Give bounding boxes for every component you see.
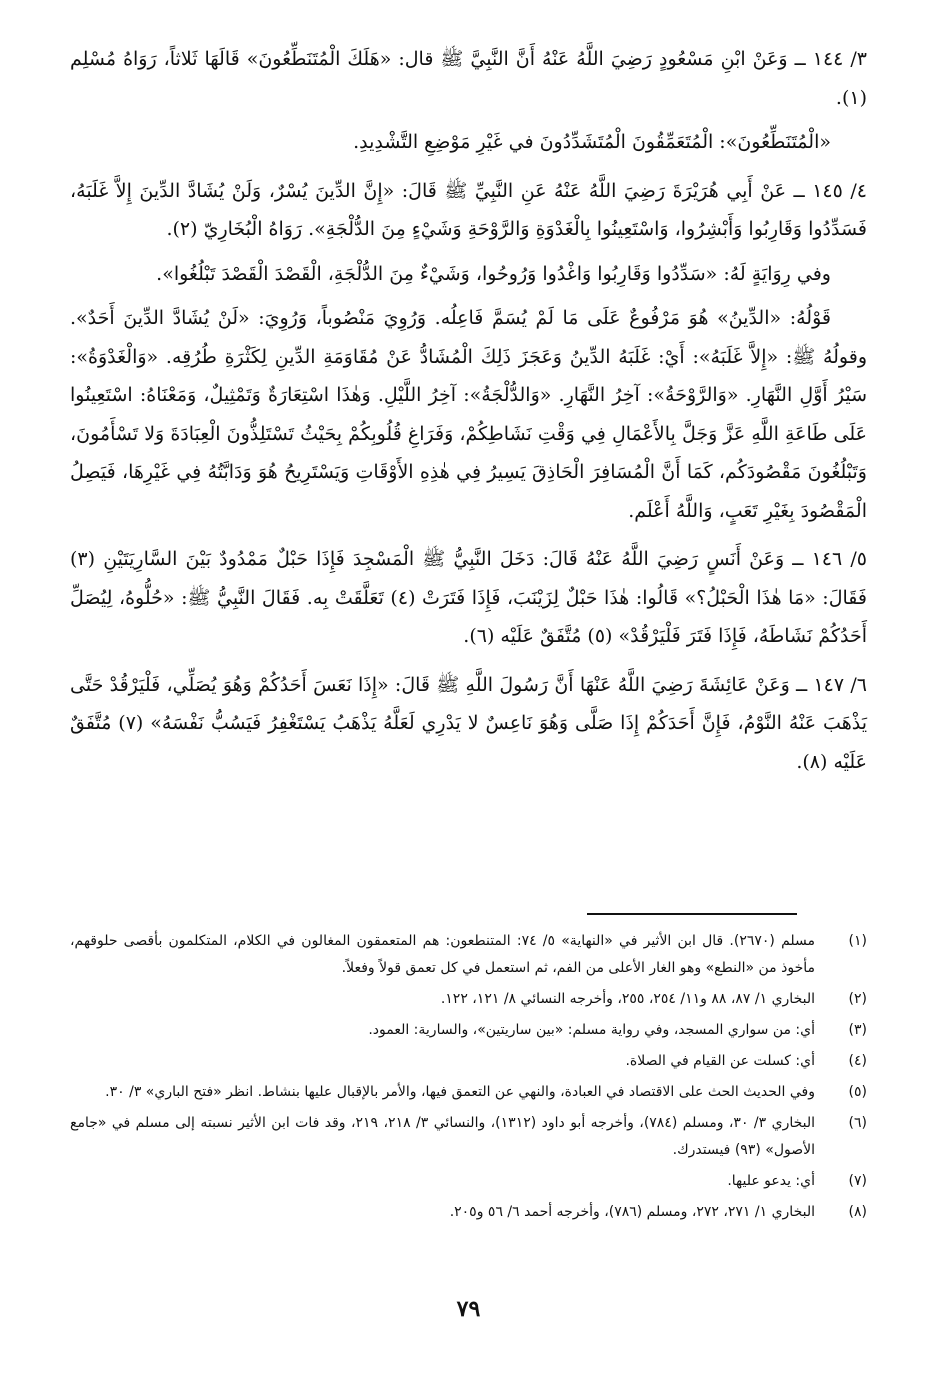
footnote-3 bbox=[70, 1017, 867, 1044]
hadith-146: ٥/ ١٤٦ ــ وَعَنْ أَنَسٍ رَضِيَ اللَّهُ عَنْهُ قَالَ: دَخَلَ النَّبِيُّ ﷺ الْمَسْجِدَ فَإِذَا حَبْلٌ مَمْدُودٌ بَيْنَ السَّارِيَتَيْنِ (٣) فَقَالَ: «مَا هٰذَا الْحَبْلُ؟» قَالُوا: هٰذَا حَبْلٌ لِزَيْنَبَ، فَإِذَا فَتَرَتْ (٤) تَعَلَّقَتْ بِه. فَقَالَ النَّبِيُّ ﷺ: «حُلُّوهُ، لِيُصَلِّ أَحَدُكُمْ نَشَاطَهُ، فَإِذَا فَتَرَ فَلْيَرْقُدْ» (٥) مُتَّفَقٌ عَلَيْه (٦). bbox=[70, 548, 867, 647]
footnote-1 bbox=[70, 928, 867, 982]
explanation-144: «الْمُتَنَطِّعُونَ»: الْمُتَعَمِّقُونَ الْمُتَشَدِّدُونَ في غَيْرِ مَوْضِعِ التَّشْدِيدِ. bbox=[353, 131, 831, 153]
footnote-number: (٣) bbox=[848, 1022, 867, 1038]
footnote-text: البخاري ١/ ٨٧، ٨٨ و١١/ ٢٥٤، ٢٥٥، وأخرجه النسائي ٨/ ١٢١، ١٢٢. bbox=[440, 991, 815, 1007]
footnotes bbox=[70, 928, 867, 1230]
footnote-5 bbox=[70, 1079, 867, 1106]
footnote-number: (٦) bbox=[848, 1115, 867, 1131]
footnote-number: (٨) bbox=[848, 1204, 867, 1220]
footnote-number: (٧) bbox=[848, 1173, 867, 1189]
footnote-6 bbox=[70, 1110, 867, 1164]
main-text bbox=[70, 40, 867, 787]
footnote-number: (٥) bbox=[848, 1084, 867, 1100]
footnote-number: (٢) bbox=[848, 991, 867, 1007]
footnote-text: أي: من سواري المسجد، وفي رواية مسلم: «بين ساريتين»، والسارية: العمود. bbox=[368, 1022, 815, 1038]
footnote-8 bbox=[70, 1199, 867, 1226]
footnote-separator bbox=[587, 913, 797, 915]
footnote-text: أي: يدعو عليها. bbox=[727, 1173, 815, 1189]
footnote-number: (٤) bbox=[848, 1053, 867, 1069]
hadith-145: ٤/ ١٤٥ ــ عَنْ أَبِي هُرَيْرَةَ رَضِيَ اللَّهُ عَنْهُ عَنِ النَّبِيِّ ﷺ قَالَ: «إِنَّ الدِّينَ يُسْرٌ، وَلَنْ يُشَادَّ الدِّينَ إِلاَّ غَلَبَهُ، فَسَدِّدُوا وَقَارِبُوا وَأَبْشِرُوا، وَاسْتَعِينُوا بِالْغَدْوَةِ وَالرَّوْحَةِ وَشَيْءٍ مِنَ الدُّلْجَةِ». رَوَاهُ الْبُخَارِيّ (٢). bbox=[70, 179, 867, 240]
footnote-text: البخاري ٣/ ٣٠، ومسلم (٧٨٤)، وأخرجه أبو داود (١٣١٢)، والنسائي ٣/ ٢١٨، ٢١٩، وقد فات ابن الأثير نسبته إلى مسلم في «جامع الأصول» (٩٣) فيستدرك. bbox=[70, 1115, 816, 1158]
footnote-text: أي: كسلت عن القيام في الصلاة. bbox=[625, 1053, 815, 1069]
footnote-text: البخاري ١/ ٢٧١، ٢٧٢، ومسلم (٧٨٦)، وأخرجه أحمد ٦/ ٥٦ و٢٠٥. bbox=[449, 1204, 815, 1220]
narration-variant-145: وفي رِوَايَةٍ لَهُ: «سَدِّدُوا وَقَارِبُوا وَاغْدُوا وَرُوحُوا، وَشَيْءٌ مِنَ الدُّلْجَةِ، الْقَصْدَ الْقَصْدَ تَبْلُغُوا». bbox=[156, 262, 831, 285]
page-number: ٧٩ bbox=[456, 1296, 481, 1322]
footnote-text: وفي الحديث الحث على الاقتصاد في العبادة، والنهي عن التعمق فيها، والأمر بالإقبال عليها بنشاط. انظر «فتح الباري» ٣/ ٣٠. bbox=[105, 1084, 815, 1100]
hadith-144: ٣/ ١٤٤ ــ وَعَنْ ابْنِ مَسْعُودٍ رَضِيَ اللَّهُ عَنْهُ أَنَّ النَّبِيَّ ﷺ قال: «هَلَكَ الْمُتَنَطِّعُونَ» قَالَهَا ثَلاثاً، رَوَاهُ مُسْلِم (١). bbox=[70, 48, 867, 109]
footnote-2 bbox=[70, 986, 867, 1013]
footnote-text: مسلم (٢٦٧٠). قال ابن الأثير في «النهاية» ٥/ ٧٤: المتنطعون: هم المتعمقون المغالون في الكلام، المتكلمون بأقصى حلوقهم، مأخوذ من «النطع» وهو الغار الأعلى من الفم، ثم استعمل في كل تعمق قولاً وفعلاً. bbox=[70, 933, 816, 976]
commentary-145: قَوْلُهُ: «الدِّينُ» هُوَ مَرْفُوعٌ عَلَى مَا لَمْ يُسَمَّ فَاعِلُه. وَرُوِيَ مَنْصُوباً، وَرُوِيَ: «لَنْ يُشَادَّ الدِّينَ أَحَدٌ». وقولُهُ ﷺ: «إِلاَّ غَلَبَهُ»: أَيْ: غَلَبَهُ الدِّينُ وَعَجَزَ ذَلِكَ الْمُشَادُّ عَنْ مُقَاوَمَةِ الدِّينِ لِكَثْرَةِ طُرُقِه. «وَالْغَدْوَةُ»: سَيْرُ أَوَّلِ النَّهَارِ. «وَالرَّوْحَةُ»: آخِرُ النَّهَارِ. «وَالدُّلْجَةُ»: آخِرُ اللَّيْلِ. وَهٰذَا اسْتِعَارَةٌ وَتَمْثِيلٌ، وَمَعْنَاهُ: اسْتَعِينُوا عَلَى طَاعَةِ اللَّهِ عَزَّ وَجَلَّ بِالأَعْمَالِ فِي وَقْتِ نَشَاطِكُمْ، وَفَرَاغِ قُلُوبِكُمْ بِحَيْثُ تَسْتَلِذُّونَ الْعِبَادَةَ وَلا تَسْأَمُونَ، وَتَبْلُغُونَ مَقْصُودَكُم، كَمَا أَنَّ الْمُسَافِرَ الْحَاذِقَ يَسِيرُ فِي هٰذِهِ الأَوْقَاتِ وَيَسْتَرِيحُ هُوَ وَدَابَّتُهُ فِي غَيْرِهَا، فَيَصِلُ الْمَقْصُودَ بِغَيْرِ تَعَبٍ، وَاللَّهُ أَعْلَم. bbox=[70, 307, 867, 522]
footnote-7 bbox=[70, 1168, 867, 1195]
footnote-4 bbox=[70, 1048, 867, 1075]
footnote-number: (١) bbox=[848, 933, 867, 949]
hadith-147: ٦/ ١٤٧ ــ وَعَنْ عَائِشَةَ رَضِيَ اللَّهُ عَنْهَا أَنَّ رَسُولَ اللَّهِ ﷺ قَالَ: «إِذَا نَعَسَ أَحَدُكُمْ وَهُوَ يُصَلِّي، فَلْيَرْقُدْ حَتَّى يَذْهَبَ عَنْهُ النَّوْمُ، فَإِنَّ أَحَدَكُمْ إِذَا صَلَّى وَهُوَ نَاعِسٌ لا يَدْرِي لَعَلَّهُ يَذْهَبُ يَسْتَغْفِرُ فَيَسُبُّ نَفْسَهُ» (٧) مُتَّفَقٌ عَلَيْه (٨). bbox=[70, 673, 867, 773]
